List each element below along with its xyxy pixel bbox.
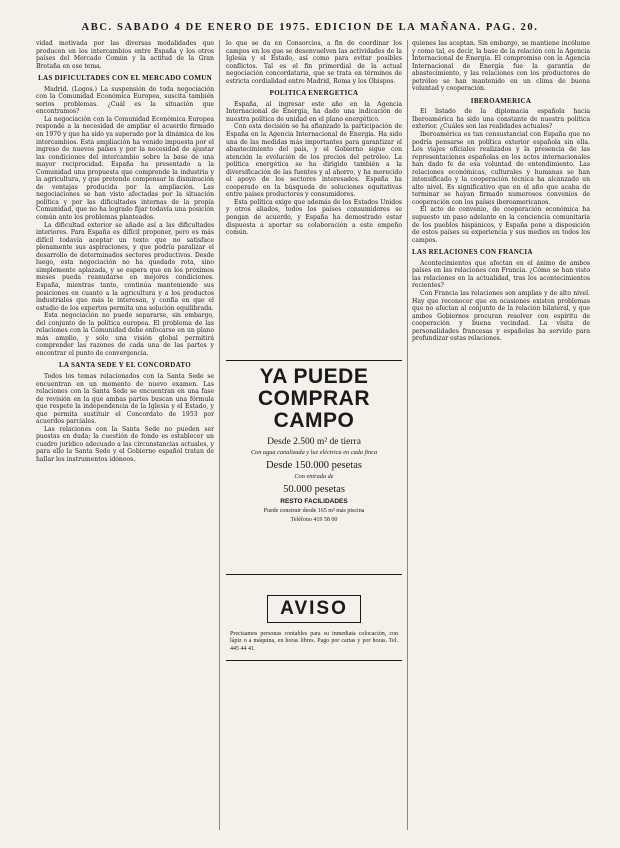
article-paragraph: Esta política exige que además de los Estados Unidos y otros aliados, todos los países consumidores se pongan de acuerdo, y España ha demostrado estar dispuesta a aportar su colaboración a este empeño común.	[226, 198, 402, 237]
ad-price: 50.000 pesetas	[283, 484, 345, 495]
article-paragraph: Acontecimientos que afectan en el ánimo de ambos países en las relaciones con Francia. ¿Cómo se han visto las relaciones en la actualidad, tras los acontecimientos recientes?	[412, 259, 590, 290]
column-left	[36, 40, 214, 840]
article-paragraph: España, al ingresar este año en la Agencia Internacional de Energía, ha dado una indicación de nuestra política de unidad en el plano energético.	[226, 100, 402, 123]
ad-phone: Teléfono 419 58 00	[290, 517, 338, 523]
article-paragraph: Con Francia las relaciones son amplias y de alto nivel. Hay que reconocer que en ocasiones existen problemas que no afectan al conjunto de la relación bilateral, y que ambos Gobiernos procuran resolver con espíritu de cooperación y buena vecindad. La visita de personalidades francesas y españolas ha servido para profundizar estas relaciones.	[412, 289, 590, 343]
advertisement-notice	[226, 583, 402, 653]
article-paragraph: Con esta decisión se ha afianzado la participación de España en la Agencia Internacional de Energía. Ha sido una de las medidas más importantes para garantizar el abastecimiento del país, y el Gobierno sigue con atención la evolución de los precios del petróleo. La política energética se ha dirigido también a la diversificación de las fuentes y al ahorro, y ha merecido el apoyo de los sectores interesados. España ha cooperado en la búsqueda de soluciones equitativas entre países productores y consumidores.	[226, 123, 402, 199]
ad-border-bottom	[226, 660, 402, 661]
ad-border-top	[226, 360, 402, 361]
ad-text: Desde 2.500 m² de tierra	[267, 437, 361, 447]
column-right	[412, 40, 590, 835]
ad-text: RESTO FACILIDADES	[280, 498, 348, 505]
ad-border-bottom	[226, 574, 402, 575]
article-paragraph: Esta negociación no puede separarse, sin embargo, del conjunto de la política europea. El problema de las relaciones con la Comunidad debe enfocarse en un plano más amplio, y sólo una visión global permitirá comprender las razones de cada una de las partes y encontrar el punto de convergencia.	[36, 312, 214, 357]
ad-headline: YA PUEDE	[259, 365, 369, 388]
article-paragraph: Madrid. (Logos.) La suspensión de toda negociación con la Comunidad Económica Europea, suscita también serios problemas. ¿Cuál es la situación que encontramos?	[36, 85, 214, 116]
section-heading: LAS RELACIONES CON FRANCIA	[412, 248, 533, 257]
article-paragraph: Las relaciones con la Santa Sede no pueden ser puestas en duda; la cuestión de fondo es establecer un cuadro jurídico adecuado a las circunstancias actuales, y para ello la Santa Sede y el Gobierno español tratan de hallar los instrumentos idóneos.	[36, 425, 214, 463]
article-paragraph: vidad motivada por las diversas modalidades que producen en los intercambios entre España y los otros países del Mercado Común y la actitud de la Gran Bretaña en ese tema.	[36, 40, 214, 70]
article-paragraph: lo que se da en Consorcios, a fin de coordinar los campos en los que se desenvuelven las actividades de la Iglesia y el Estado, así como para evitar posibles conflictos. Tal es el fin primordial de la actual negociación concordataria, que se trata en términos de estricta cordialidad entre Madrid, Roma y los Obispos.	[226, 40, 402, 85]
article-paragraph: El listado de la diplomacia española hacia Iberoamérica ha sido una constante de nuestra política exterior. ¿Cuáles son las realidades actuales?	[412, 108, 590, 131]
ad-title: AVISO	[267, 595, 361, 623]
article-paragraph: El acto de convenio, de cooperación económica ha supuesto un paso adelante en la conciencia comunitaria de los pueblos hispánicos, y España pone a disposición de estos países su experiencia y sus medios en todos los campos.	[412, 206, 590, 244]
article-paragraph: La negociación con la Comunidad Económica Europea responde a la necesidad de ampliar el acuerdo firmado en 1970 y que ha sido ya superado por la dinámica de los intercambios. Esta ampliación ha venido impuesta por el ingreso de nuevos países y por la necesidad de ajustar las condiciones del intercambio sobre la base de una mayor reciprocidad. España ha presentado a la Comunidad una propuesta que comprende la industria y la agricultura, y que pretende compensar la disminución de ventajas producida por la ampliación. Las negociaciones se han visto afectadas por la situación política y por las dificultades internas de la propia Comunidad, que no ha logrado fijar todavía una posición común ante los problemas planteados.	[36, 115, 214, 222]
section-heading: IBEROAMERICA	[470, 96, 532, 105]
section-heading: LA SANTA SEDE Y EL CONCORDATO	[58, 361, 192, 370]
ad-text: Puede construir desde 165 m² más piscina	[263, 508, 365, 514]
article-paragraph: Todos los temas relacionados con la Santa Sede se encuentran en un momento de nuevo examen. Las relaciones con la Santa Sede se encuentran en una fase de revisión en la que ambas partes buscan una fórmula que respete la independencia de la Iglesia y el Estado, y que permita sustituir el Concordato de 1953 por acuerdos parciales.	[36, 372, 214, 426]
article-paragraph: La dificultad exterior se añade así a las dificultades interiores. Para España es difícil proponer, pero es más difícil todavía aceptar un texto que no satisface plenamente sus aspiraciones, y que podría paralizar el desarrollo de determinados sectores productivos. Desde luego, esta negociación no ha quedado rota, sino simplemente aplazada, y se espera que en los próximos meses pueda reanudarse en mejores condiciones. España, mientras tanto, continúa manteniendo sus posiciones en cuanto a la agricultura y a los productos industriales que más le interesan, y confía en que el estudio de los expertos permita una solución equilibrada.	[36, 221, 214, 312]
section-heading: LAS DIFICULTADES CON EL MERCADO COMUN	[38, 74, 212, 83]
column-middle	[226, 40, 402, 358]
article-paragraph: quienes las aceptan. Sin embargo, se mantiene incólume y como tal, es decir, la base de la relación con la Agencia Internacional de Energía. El compromiso con la Agencia Internacional de Energía fue la garantía de abastecimiento, y las relaciones con los productores de petróleo se han mantenido en un clima de buena voluntad y cooperación.	[412, 40, 590, 93]
column-divider	[407, 40, 408, 830]
ad-text: Con agua canalizada y luz eléctrica en cada finca	[250, 449, 378, 456]
ad-text: Precisamos personas contables para su inmediata colocación, con lápiz o a máquina, en horas libres. Pago por cartas y por horas. Tel. 445 44 41.	[230, 631, 398, 652]
advertisement-land	[226, 366, 402, 604]
ad-text: Con entrada de	[294, 473, 334, 480]
ad-headline: COMPRAR CAMPO	[258, 387, 370, 432]
article-paragraph: Iberoamérica es tan consustancial con España que no podría pensarse en política exterior española sin ella. Los viajes oficiales realizados y la presencia de las representaciones españolas en los actos internacionales han dado fe de esa voluntad de entendimiento. Las relaciones económicas, culturales y humanas se han intensificado y la cooperación técnica ha alcanzado un alto nivel. Es significativo que en el año que acaba de terminar se hayan firmado numerosos convenios de cooperación con los países iberoamericanos.	[412, 131, 590, 206]
page-header: ABC. SABADO 4 DE ENERO DE 1975. EDICION DE LA MAÑANA. PAG. 20.	[81, 22, 539, 33]
column-divider	[219, 40, 220, 830]
section-heading: POLITICA ENERGETICA	[269, 89, 359, 98]
ad-price: Desde 150.000 pesetas	[266, 460, 362, 471]
